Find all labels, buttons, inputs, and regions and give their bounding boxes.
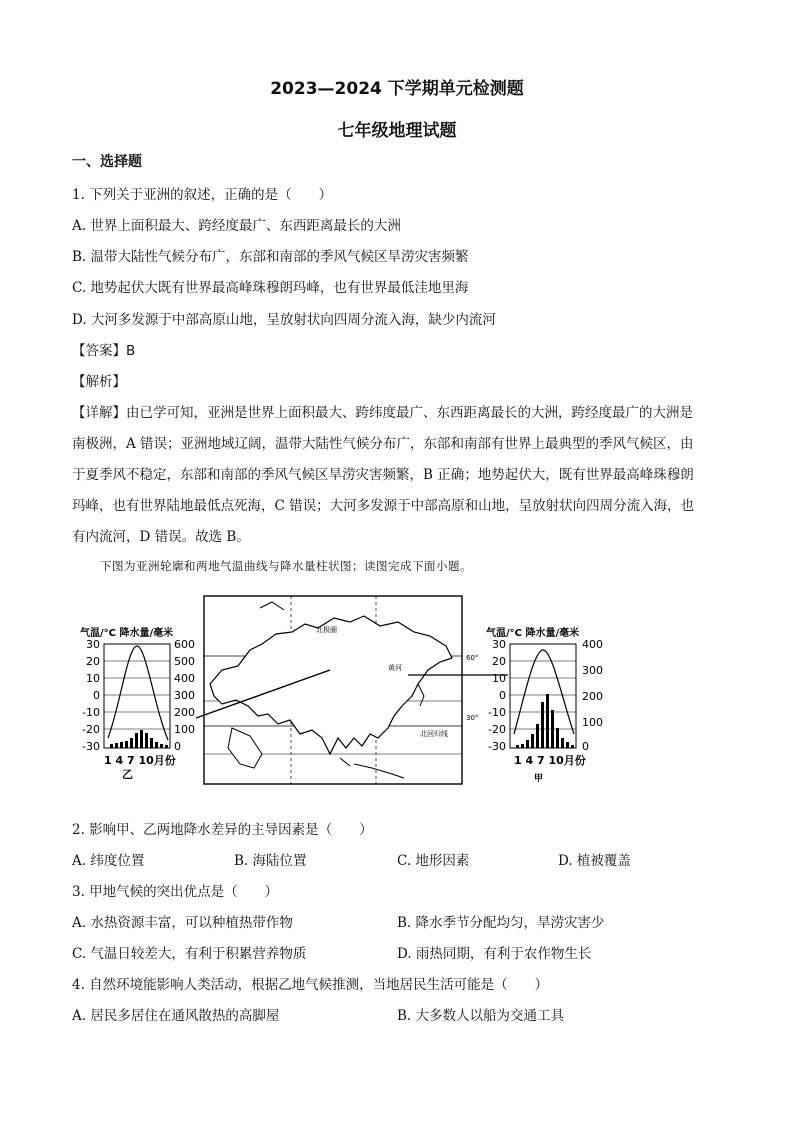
arctic-circle-label: 北极圈 — [316, 626, 337, 634]
left-precip-tick: 300 — [174, 689, 195, 702]
lat-30-label: 30° — [466, 714, 479, 722]
right-month-axis: 1 4 7 10月份 — [514, 754, 586, 767]
explanation-line: 南极洲，A 错误；亚洲地域辽阔，温带大陆性气候分布广，东部和南部有世界上最典型的季风气候区，由 — [72, 436, 694, 452]
explanation-line: 玛峰，也有世界陆地最低点死海，C 错误；大河多发源于中部高原和山地，呈放射状向四周分流入海，也 — [72, 498, 695, 514]
right-chart-name: 甲 — [534, 774, 544, 784]
question-4-option-b: B. 大多数人以船为交通工具 — [397, 1008, 565, 1024]
left-temp-tick: -30 — [82, 740, 100, 753]
right-precip-tick: 100 — [582, 716, 603, 729]
left-temp-tick: -20 — [82, 723, 100, 736]
right-precip-tick: 300 — [582, 664, 603, 677]
left-temp-tick: 20 — [86, 655, 100, 668]
right-temp-tick: -10 — [488, 706, 506, 719]
right-temp-tick: -30 — [488, 740, 506, 753]
left-month-axis: 1 4 7 10月份 — [104, 754, 176, 767]
explanation-line: 有内流河，D 错误。故选 B。 — [72, 529, 250, 545]
left-chart-name: 乙 — [122, 768, 133, 781]
right-precip-tick: 0 — [582, 740, 589, 753]
right-climate-chart — [486, 626, 603, 784]
left-precip-tick: 200 — [174, 706, 195, 719]
left-precip-tick: 0 — [174, 740, 181, 753]
left-temp-tick: -10 — [82, 706, 100, 719]
left-precip-tick: 100 — [174, 723, 195, 736]
answer-label: 【答案】B — [72, 343, 136, 359]
analysis-label: 【解析】 — [72, 374, 126, 390]
asia-map — [196, 596, 508, 784]
question-2-option-d: D. 植被覆盖 — [558, 853, 631, 869]
right-temp-tick: -20 — [488, 723, 506, 736]
question-2-option-c: C. 地形因素 — [397, 853, 470, 869]
question-2-stem: 2. 影响甲、乙两地降水差异的主导因素是（ ） — [72, 822, 373, 838]
question-2-option-b: B. 海陆位置 — [234, 853, 307, 869]
section-heading: 一、选择题 — [72, 154, 142, 170]
question-3-option-a: A. 水热资源丰富，可以种植热带作物 — [72, 915, 293, 931]
figure-caption: 下图为亚洲轮廓和两地气温曲线与降水量柱状图；读图完成下面小题。 — [100, 559, 472, 573]
question-1-option-d: D. 大河多发源于中部高原山地，呈放射状向四周分流入海，缺少内流河 — [72, 312, 496, 328]
question-3-option-d: D. 雨热同期，有利于农作物生长 — [397, 946, 592, 962]
lat-60-label: 60° — [466, 654, 479, 662]
left-temp-tick: 0 — [93, 689, 100, 702]
question-3-option-b: B. 降水季节分配均匀，旱涝灾害少 — [397, 915, 605, 931]
question-1-stem: 1. 下列关于亚洲的叙述，正确的是（ ） — [72, 187, 333, 203]
right-precip-tick: 400 — [582, 638, 603, 651]
left-precip-tick: 400 — [174, 672, 195, 685]
question-4-stem: 4. 自然环境能影响人类活动，根据乙地气候推测，当地居民生活可能是（ ） — [72, 977, 549, 993]
left-precip-tick: 600 — [174, 638, 195, 651]
question-3-stem: 3. 甲地气候的突出优点是（ ） — [72, 884, 279, 900]
right-temp-tick: 20 — [492, 655, 506, 668]
right-temp-tick: 0 — [499, 689, 506, 702]
right-temp-tick: 10 — [492, 672, 506, 685]
question-1-option-c: C. 地势起伏大既有世界最高峰珠穆朗玛峰，也有世界最低洼地里海 — [72, 280, 469, 296]
question-1-option-a: A. 世界上面积最大、跨经度最广、东西距离最长的大洲 — [72, 218, 401, 234]
right-temp-tick: 30 — [492, 638, 506, 651]
left-chart-header: 气温/°C 降水量/毫米 — [80, 628, 174, 639]
tropic-label: 北回归线 — [420, 730, 448, 738]
left-precip-tick: 500 — [174, 655, 195, 668]
right-precip-tick: 200 — [582, 690, 603, 703]
explanation-line: 于夏季风不稳定，东部和南部的季风气候区旱涝灾害频繁，B 正确；地势起伏大，既有世界最高峰珠穆朗 — [72, 467, 694, 483]
explanation-line: 【详解】由已学可知，亚洲是世界上面积最大、跨纬度最广、东西距离最长的大洲，跨经度最广的大洲是 — [72, 405, 693, 421]
question-2-option-a: A. 纬度位置 — [72, 853, 145, 869]
river-label: 黄河 — [388, 664, 402, 672]
asia-climate-figure — [0, 588, 794, 798]
left-temp-tick: 30 — [86, 638, 100, 651]
left-climate-chart — [80, 626, 195, 781]
right-chart-header: 气温/°C 降水量/毫米 — [486, 628, 580, 639]
page-subtitle: 七年级地理试题 — [337, 121, 457, 141]
left-temp-tick: 10 — [86, 672, 100, 685]
question-1-option-b: B. 温带大陆性气候分布广，东部和南部的季风气候区旱涝灾害频繁 — [72, 249, 469, 265]
question-4-option-a: A. 居民多居住在通风散热的高脚屋 — [72, 1008, 280, 1024]
question-3-option-c: C. 气温日较差大，有利于积累营养物质 — [72, 946, 307, 962]
page-title: 2023—2024 下学期单元检测题 — [270, 79, 524, 99]
